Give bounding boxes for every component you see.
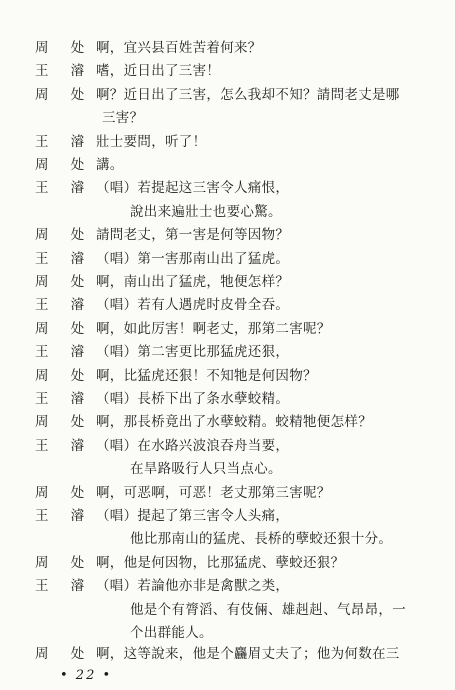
speaker-name: 王 濬 (35, 508, 94, 524)
dialogue-line (0, 200, 455, 224)
speaker-name: 周 处 (35, 554, 94, 571)
speaker-name: 王 濬 (35, 63, 94, 80)
dialogue-text: 三害？ (102, 110, 144, 127)
dialogue-line (0, 223, 455, 247)
dialogue-line (0, 642, 455, 666)
dialogue-text: 啊，他是何因物，比那猛虎、孽蛟还狠？ (96, 554, 345, 571)
dialogue-line (0, 598, 455, 622)
dialogue-text: 啊？近日出了三害，怎么我却不知？請問老丈是哪 (96, 86, 400, 103)
speaker-name: 王 濬 (35, 180, 94, 197)
dialogue-line (0, 176, 455, 200)
dialogue-line (0, 130, 455, 154)
dialogue-text: （唱）長桥下出了条水孽蛟精。 (96, 391, 290, 407)
dialogue-text: 啊，宜兴县百姓苦着何来？ (96, 40, 262, 56)
dialogue-text: 啊，可恶啊，可恶！老丈那第三害呢？ (96, 484, 331, 501)
dialogue-line (0, 36, 455, 60)
speaker-name: 周 处 (35, 484, 94, 501)
dialogue-text: 在旱路吸行人只当点心。 (130, 461, 282, 478)
dialogue-text: （唱）第二害更比那猛虎还狠， (96, 344, 290, 361)
speaker-name: 王 濬 (35, 391, 94, 407)
dialogue-line (0, 106, 455, 130)
dialogue-line (0, 551, 455, 575)
speaker-name: 王 濬 (35, 344, 94, 361)
speaker-name: 王 濬 (35, 250, 94, 267)
speaker-name: 王 濬 (35, 437, 94, 454)
dialogue-text: 啊，比猛虎还狠！不知牠是何因物？ (96, 367, 317, 384)
dialogue-text: 啊，如此厉害！啊老丈，那第二害呢？ (96, 320, 331, 337)
dialogue-text: （唱）若有人遇虎时皮骨全吞。 (96, 297, 290, 314)
dialogue-line (0, 270, 455, 294)
dialogue-line (0, 457, 455, 481)
dialogue-text: 啊，这等說来，他是个麤眉丈夫了；他为何数在三 (96, 646, 400, 663)
speaker-name: 周 处 (35, 414, 94, 431)
dialogue-line (0, 387, 455, 411)
dialogue-text: （唱）提起了第三害令人头痛， (96, 508, 290, 524)
dialogue-line (0, 504, 455, 528)
dialogue-text: 壯士要問，听了！ (96, 133, 207, 150)
dialogue-line (0, 247, 455, 271)
dialogue-line (0, 317, 455, 341)
dialogue-text: （唱）第一害那南山出了猛虎。 (96, 250, 290, 267)
speaker-name: 王 濬 (35, 578, 94, 595)
speaker-name: 周 处 (35, 646, 94, 663)
speaker-name: 周 处 (35, 367, 94, 384)
dialogue-line (0, 574, 455, 598)
speaker-name: 王 濬 (35, 133, 94, 150)
speaker-name: 周 处 (35, 86, 94, 103)
dialogue-text: 講。 (96, 157, 124, 173)
speaker-name: 周 处 (35, 274, 94, 290)
dialogue-text: 嗜，近日出了三害！ (96, 63, 221, 80)
dialogue-line (0, 434, 455, 458)
dialogue-text: 啊，南山出了猛虎，牠便怎样？ (96, 274, 290, 290)
speaker-name: 周 处 (35, 227, 94, 244)
speaker-name: 王 濬 (35, 297, 94, 314)
dialogue-line (0, 410, 455, 434)
dialogue-text: 他是个有膂滔、有伎倆、雄赳赳、气昂昂，一 (130, 601, 406, 618)
speaker-name: 周 处 (35, 320, 94, 337)
dialogue-text: （唱）若論他亦非是禽獸之类， (96, 578, 290, 595)
dialogue-text: 个出群能人。 (130, 625, 213, 641)
dialogue-line (0, 153, 455, 177)
dialogue-line (0, 293, 455, 317)
speaker-name: 周 处 (35, 157, 94, 173)
dialogue-line (0, 621, 455, 645)
dialogue-text: 說出来遍壯士也要心驚。 (130, 203, 282, 220)
page-number: • 22 • (60, 668, 113, 683)
dialogue-line (0, 481, 455, 505)
dialogue-text: 啊，那長桥竟出了水孽蛟精。蛟精牠便怎样？ (96, 414, 372, 431)
dialogue-line (0, 83, 455, 107)
dialogue-line (0, 59, 455, 83)
dialogue-text: （唱）在水路兴波浪吞舟当要， (96, 437, 290, 454)
speaker-name: 周 处 (35, 40, 94, 56)
dialogue-line (0, 364, 455, 388)
dialogue-line (0, 340, 455, 364)
dialogue-text: 他比那南山的猛虎、長桥的孽蛟还狠十分。 (130, 531, 393, 548)
dialogue-line (0, 527, 455, 551)
dialogue-text: （唱）若提起这三害令人痛恨， (96, 180, 290, 197)
dialogue-text: 請問老丈，第一害是何等因物？ (96, 227, 290, 244)
